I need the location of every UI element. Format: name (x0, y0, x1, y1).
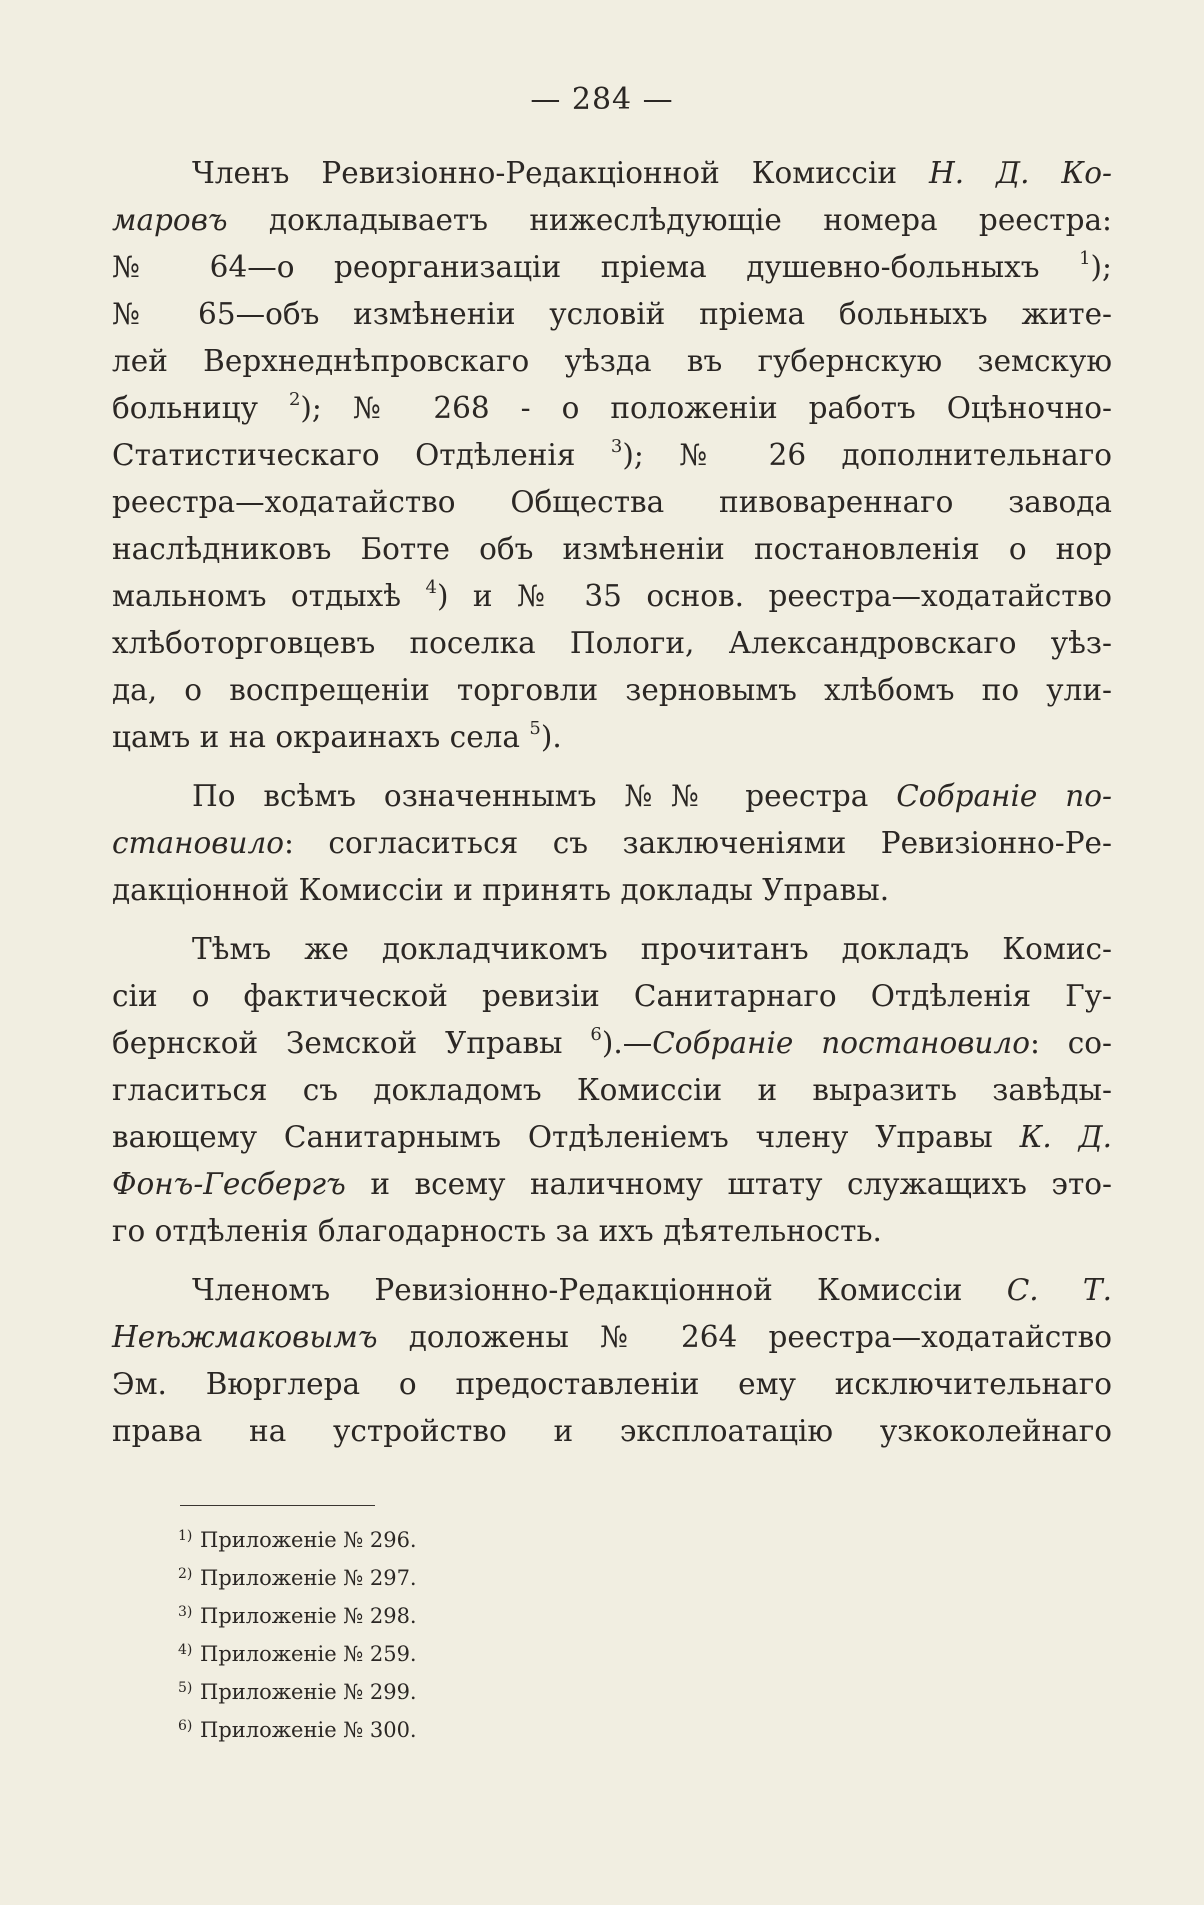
footnote-ref: 3 (610, 436, 623, 458)
italic-run: С. Т. (1006, 1273, 1112, 1307)
footnote-text: Приложеніе № 300. (200, 1718, 417, 1742)
text-line (112, 1314, 1112, 1361)
text-line (112, 197, 1112, 244)
text-run: ).— (601, 1026, 653, 1060)
text-line (112, 1067, 1112, 1114)
text-line (112, 620, 1112, 667)
text-line (112, 714, 1112, 761)
footnote-text: Приложеніе № 299. (200, 1680, 417, 1704)
text-run: Эм. Вюрглера о предоставленіи ему исключительнаго (112, 1367, 1112, 1401)
text-run: ). (540, 720, 562, 754)
footnote-text: Приложеніе № 259. (200, 1642, 417, 1666)
text-line (112, 820, 1112, 867)
italic-run: Собраніе по- (896, 779, 1112, 813)
text-line (112, 1267, 1112, 1314)
footnote-ref: 2 (288, 389, 301, 411)
page-number: — 284 — (530, 82, 674, 117)
text-run: наслѣдниковъ Ботте объ измѣненіи постановленія о нор (112, 532, 1112, 566)
footnote (178, 1519, 417, 1557)
text-run: : со- (1029, 1026, 1113, 1060)
text-run: да, о воспрещеніи торговли зерновымъ хлѣбомъ по ули- (112, 673, 1112, 707)
footnote-text: Приложеніе № 297. (200, 1566, 417, 1590)
paragraph-1 (112, 150, 1112, 761)
text-run: ) и № 35 основ. реестра—ходатайство (436, 579, 1112, 613)
text-line (112, 1114, 1112, 1161)
footnote (178, 1557, 417, 1595)
italic-run: К. Д. (1019, 1120, 1112, 1154)
footnote-mark: 1) (178, 1528, 193, 1544)
footnote-text: Приложеніе № 296. (200, 1528, 417, 1552)
italic-run: Н. Д. Ко- (929, 156, 1112, 190)
text-run: Членомъ Ревизіонно-Редакціонной Комиссіи (192, 1273, 1007, 1307)
footnote (178, 1709, 417, 1747)
paragraph-4 (112, 1267, 1112, 1455)
text-line (112, 1161, 1112, 1208)
text-run: : согласиться съ заключеніями Ревизіонно-Ре- (284, 826, 1112, 860)
italic-run: Неѣжмаковымъ (112, 1320, 378, 1354)
footnote-mark: 2) (178, 1566, 193, 1582)
text-run: реестра—ходатайство Общества пивовареннаго завода (112, 485, 1112, 519)
footnote-mark: 6) (178, 1718, 193, 1734)
footnote-ref: 1 (1079, 248, 1091, 270)
footnote-text: Приложеніе № 298. (200, 1604, 417, 1628)
paragraph-2 (112, 773, 1112, 914)
text-line (112, 291, 1112, 338)
text-run: ); (1090, 250, 1112, 284)
text-line (112, 432, 1112, 479)
text-line (112, 150, 1112, 197)
text-run: вающему Санитарнымъ Отдѣленіемъ члену Управы (112, 1120, 1020, 1154)
text-run: дакціонной Комиссіи и принять доклады Управы. (112, 873, 890, 907)
text-line (112, 1361, 1112, 1408)
footnote-mark: 5) (178, 1680, 193, 1696)
text-run: сіи о фактической ревизіи Санитарнаго Отдѣленія Гу- (112, 979, 1112, 1013)
text-run: № 64—о реорганизаціи пріема душевно-больныхъ (112, 250, 1080, 284)
text-line (112, 667, 1112, 714)
text-line (112, 1208, 1112, 1255)
text-line (112, 573, 1112, 620)
footnote (178, 1595, 417, 1633)
footnote-ref: 4 (425, 577, 437, 599)
text-run: права на устройство и эксплоатацію узкоколейнаго (112, 1414, 1112, 1448)
text-run: Тѣмъ же докладчикомъ прочитанъ докладъ Комис- (192, 932, 1112, 966)
italic-run: становило (112, 826, 284, 860)
text-line (112, 479, 1112, 526)
footnote-ref: 6 (590, 1024, 602, 1046)
text-line (112, 973, 1112, 1020)
text-line (112, 926, 1112, 973)
text-run: мальномъ отдыхѣ (112, 579, 426, 613)
text-run: и всему наличному штату служащихъ это- (345, 1167, 1112, 1201)
text-line (112, 338, 1112, 385)
text-line (112, 1408, 1112, 1455)
text-run: По всѣмъ означеннымъ №№ реестра (192, 779, 897, 813)
paragraph-3 (112, 926, 1112, 1255)
text-run: доложены № 264 реестра—ходатайство (377, 1320, 1112, 1354)
text-run: лей Верхнеднѣпровскаго уѣзда въ губернскую земскую (112, 344, 1112, 378)
text-line (112, 385, 1112, 432)
text-run: ); № 26 дополнительнаго (622, 438, 1112, 472)
text-run: больницу (112, 391, 289, 425)
italic-run: Собраніе постановило (652, 1026, 1030, 1060)
footnote (178, 1633, 417, 1671)
text-run: Статистическаго Отдѣленія (112, 438, 611, 472)
footnote-ref: 5 (529, 718, 541, 740)
text-run: ); № 268 - о положеніи работъ Оцѣночно- (300, 391, 1112, 425)
text-run: го отдѣленія благодарность за ихъ дѣятельность. (112, 1214, 882, 1248)
text-run: гласиться съ докладомъ Комиссіи и выразить завѣды- (112, 1073, 1112, 1107)
footnote-mark: 4) (178, 1642, 193, 1658)
text-line (112, 244, 1112, 291)
text-run: Членъ Ревизіонно-Редакціонной Комиссіи (192, 156, 930, 190)
footnotes (178, 1519, 417, 1747)
text-run: докладываетъ нижеслѣдующіе номера реестра: (227, 203, 1112, 237)
footnote-divider (180, 1505, 375, 1506)
text-run: бернской Земской Управы (112, 1026, 591, 1060)
text-run: хлѣботорговцевъ поселка Пологи, Александровскаго уѣз- (112, 626, 1112, 660)
text-run: № 65—объ измѣненіи условій пріема больныхъ жите- (112, 297, 1112, 331)
text-run: цамъ и на окраинахъ села (112, 720, 530, 754)
footnote (178, 1671, 417, 1709)
body-text (112, 150, 1112, 1455)
footnote-mark: 3) (178, 1604, 193, 1620)
italic-run: Фонъ-Гесбергъ (112, 1167, 346, 1201)
text-line (112, 867, 1112, 914)
text-line (112, 526, 1112, 573)
italic-run: маровъ (112, 203, 228, 237)
text-line (112, 773, 1112, 820)
text-line (112, 1020, 1112, 1067)
